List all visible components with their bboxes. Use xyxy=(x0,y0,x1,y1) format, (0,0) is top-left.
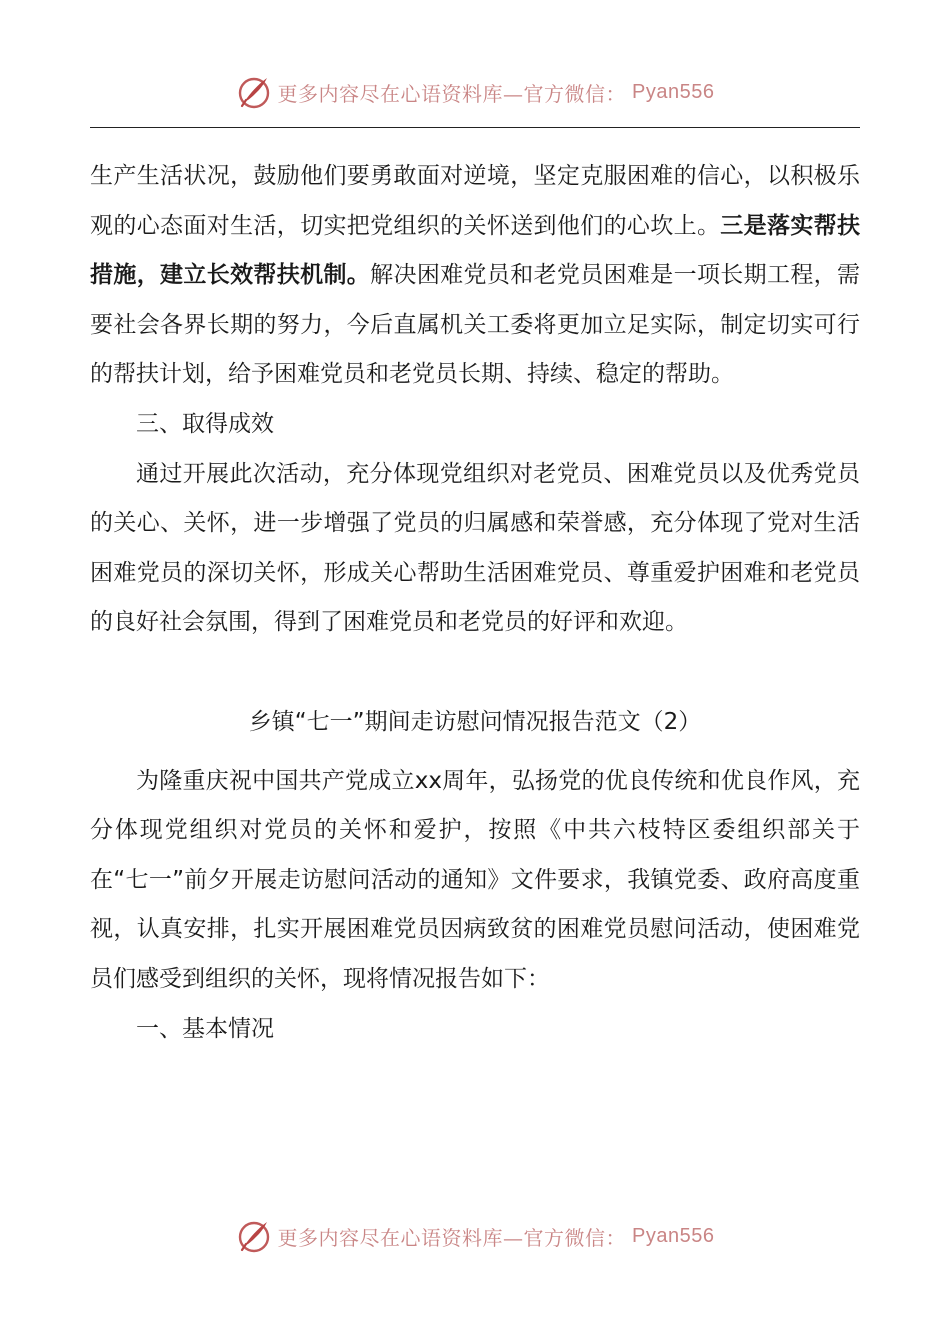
paragraph xyxy=(90,152,860,400)
paragraph-text: 生产生活状况，鼓励他们要勇敢面对逆境，坚定克服困难的信心，以积极乐观的心态面对生活，切实把党组织的关怀送到他们的心坎上。 xyxy=(90,163,860,239)
banner-text: 更多内容尽在心语资料库—官方微信： xyxy=(277,1225,627,1250)
section-heading: 一、基本情况 xyxy=(136,1015,274,1042)
paragraph: 为隆重庆祝中国共产党成立xx周年，弘扬党的优良传统和优良作风，充分体现党组织对党员的关怀和爱护，按照《中共六枝特区委组织部关于在“七一”前夕开展走访慰问活动的通知》文件要求，我镇党委、政府高度重视，认真安排，扎实开展困难党员因病致贫的困难党员慰问活动，使困难党员们感受到组织的关怀，现将情况报告如下： xyxy=(90,767,860,992)
report-title: 乡镇“七一”期间走访慰问情况报告范文（2） xyxy=(248,708,702,735)
page-footer-banner xyxy=(0,1216,950,1256)
banner-account: Pyan556 xyxy=(632,80,715,103)
quill-logo-icon xyxy=(236,1218,272,1254)
bold-lead-text: 三是落实帮扶措施，建立长效帮扶机制。 xyxy=(90,212,860,289)
banner-text: 更多内容尽在心语资料库—官方微信： xyxy=(277,81,627,106)
paragraph-text: 解决困难党员和老党员困难是一项长期工程，需要社会各界长期的努力，今后直属机关工委将更加立足实际，制定切实可行的帮扶计划，给予困难党员和老党员长期、持续、稳定的帮助。 xyxy=(90,262,860,388)
quill-logo-icon xyxy=(236,74,272,110)
header-divider xyxy=(90,127,860,128)
paragraph: 通过开展此次活动，充分体现党组织对老党员、困难党员以及优秀党员的关心、关怀，进一步增强了党员的归属感和荣誉感，充分体现了党对生活困难党员的深切关怀，形成关心帮助生活困难党员、尊重爱护困难和老党员的良好社会氛围，得到了困难党员和老党员的好评和欢迎。 xyxy=(90,460,860,636)
document-body xyxy=(90,152,860,1054)
section-heading: 三、取得成效 xyxy=(136,410,274,437)
page-header-banner xyxy=(0,72,950,112)
banner-account: Pyan556 xyxy=(632,1224,715,1247)
